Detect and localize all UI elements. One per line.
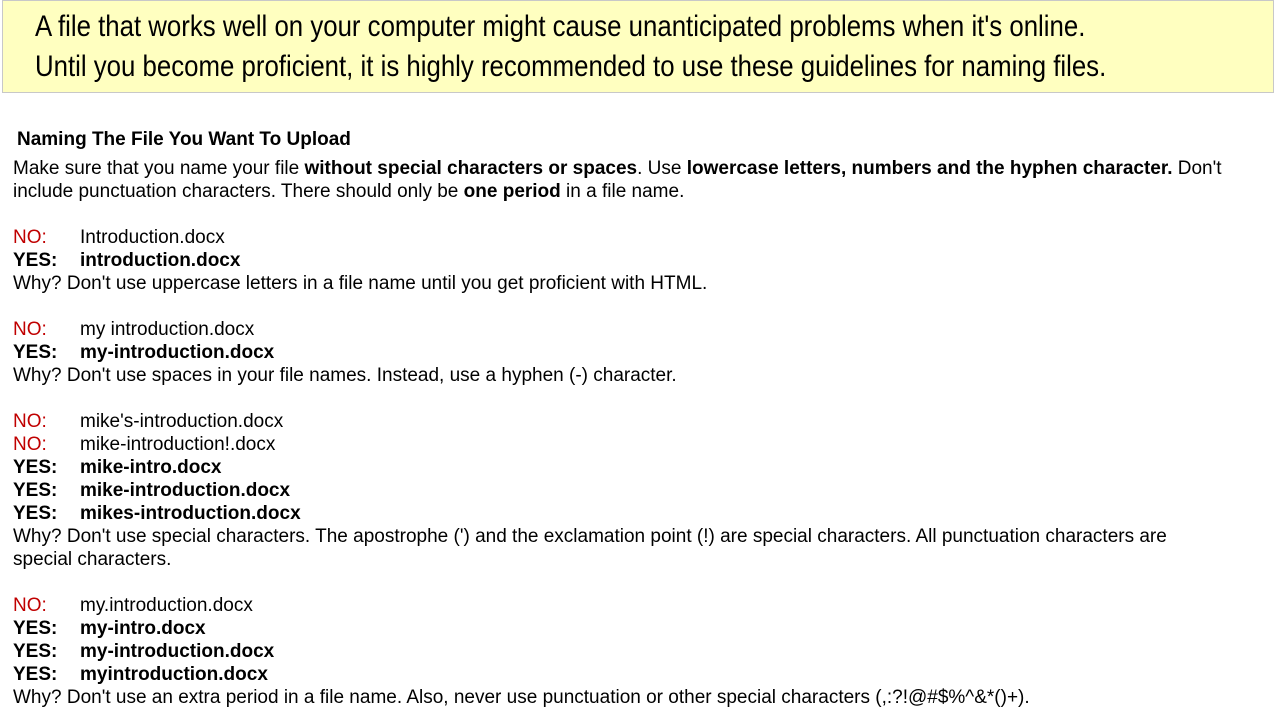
yes-label: YES:: [13, 342, 58, 363]
why-explanation: Why? Don't use special characters. The apostrophe (') and the exclamation point (!) are special characters. All punctuation characters are special characters.: [13, 526, 1167, 570]
good-filename: my-intro.docx: [80, 618, 206, 639]
naming-guidelines: [13, 128, 1273, 709]
bad-filename: my introduction.docx: [80, 319, 255, 340]
yes-example: [13, 249, 1273, 272]
yes-example: [13, 502, 1273, 525]
good-filename: introduction.docx: [80, 250, 241, 271]
example-group-4: [13, 594, 1273, 709]
intro-text: in a file name.: [560, 181, 685, 202]
example-group-1: [13, 226, 1273, 295]
no-label: NO:: [13, 434, 47, 455]
example-group-3: [13, 410, 1273, 571]
good-filename: myintroduction.docx: [80, 664, 268, 685]
yes-label: YES:: [13, 480, 58, 501]
yes-label: YES:: [13, 457, 58, 478]
yes-label: YES:: [13, 664, 58, 685]
no-label: NO:: [13, 227, 47, 248]
yes-label: YES:: [13, 618, 58, 639]
bad-filename: Introduction.docx: [80, 227, 225, 248]
good-filename: my-introduction.docx: [80, 641, 275, 662]
good-filename: mikes-introduction.docx: [80, 503, 301, 524]
no-example: [13, 594, 1273, 617]
tip-callout: [2, 0, 1274, 93]
bad-filename: mike-introduction!.docx: [80, 434, 276, 455]
yes-example: [13, 640, 1273, 663]
why-explanation: Why? Don't use uppercase letters in a file name until you get proficient with HTML.: [13, 273, 708, 294]
good-filename: my-introduction.docx: [80, 342, 275, 363]
no-label: NO:: [13, 319, 47, 340]
good-filename: mike-intro.docx: [80, 457, 222, 478]
why-explanation: Why? Don't use spaces in your file names. Instead, use a hyphen (-) character.: [13, 365, 677, 386]
section-heading: Naming The File You Want To Upload: [17, 129, 351, 150]
yes-label: YES:: [13, 503, 58, 524]
yes-label: YES:: [13, 641, 58, 662]
intro-emphasis: one period: [463, 181, 561, 202]
no-example: [13, 318, 1273, 341]
yes-example: [13, 456, 1273, 479]
yes-example: [13, 663, 1273, 686]
yes-example: [13, 479, 1273, 502]
intro-emphasis: without special characters or spaces: [304, 158, 638, 179]
yes-label: YES:: [13, 250, 58, 271]
no-example: [13, 226, 1273, 249]
callout-line-2: Until you become proficient, it is highly recommended to use these guidelines for naming files.: [35, 50, 1107, 83]
why-explanation: Why? Don't use an extra period in a file name. Also, never use punctuation or other special characters (,:?!@#$%^&*()+).: [13, 687, 1030, 708]
no-example: [13, 410, 1273, 433]
intro-paragraph: [13, 157, 1273, 203]
yes-example: [13, 341, 1273, 364]
yes-example: [13, 617, 1273, 640]
intro-text: Don't include punctuation characters. There should only be: [13, 158, 1222, 202]
intro-text: . Use: [637, 158, 687, 179]
no-label: NO:: [13, 411, 47, 432]
bad-filename: my.introduction.docx: [80, 595, 253, 616]
example-group-2: [13, 318, 1273, 387]
bad-filename: mike's-introduction.docx: [80, 411, 284, 432]
callout-line-1: A file that works well on your computer might cause unanticipated problems when it's online.: [35, 10, 1086, 43]
no-example: [13, 433, 1273, 456]
intro-emphasis: lowercase letters, numbers and the hyphen character.: [686, 158, 1173, 179]
no-label: NO:: [13, 595, 47, 616]
good-filename: mike-introduction.docx: [80, 480, 291, 501]
intro-text: Make sure that you name your file: [13, 158, 305, 179]
